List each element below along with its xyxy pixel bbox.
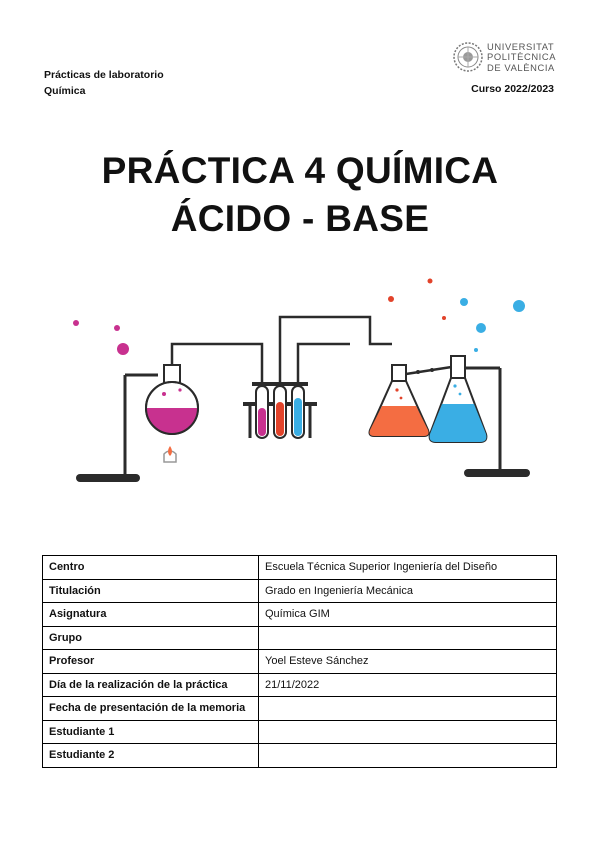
table-row <box>43 697 557 721</box>
row-label: Grupo <box>43 626 259 650</box>
row-value: Grado en Ingeniería Mecánica <box>259 579 557 603</box>
report-info-table <box>42 555 557 768</box>
header-line-1: Prácticas de laboratorio <box>44 69 164 81</box>
university-logo <box>452 41 556 75</box>
row-label: Titulación <box>43 579 259 603</box>
university-name <box>487 42 556 73</box>
table-row <box>43 556 557 580</box>
row-value: Química GIM <box>259 603 557 627</box>
title-line-2: ÁCIDO - BASE <box>170 198 430 239</box>
table-row <box>43 650 557 674</box>
row-label: Día de la realización de la práctica <box>43 673 259 697</box>
table-row <box>43 744 557 768</box>
row-label: Profesor <box>43 650 259 674</box>
row-label: Estudiante 2 <box>43 744 259 768</box>
row-label: Centro <box>43 556 259 580</box>
row-value <box>259 744 557 768</box>
header-subject <box>44 67 164 99</box>
row-value: 21/11/2022 <box>259 673 557 697</box>
row-value <box>259 697 557 721</box>
title-line-1: PRÁCTICA 4 QUÍMICA <box>101 150 499 191</box>
course-year: Curso 2022/2023 <box>471 83 554 95</box>
university-name-line-2: POLITÈCNICA <box>487 51 557 63</box>
university-name-line-3: DE VALÈNCIA <box>487 61 555 73</box>
row-value <box>259 720 557 744</box>
row-value: Yoel Esteve Sánchez <box>259 650 557 674</box>
header-line-2: Química <box>44 85 86 97</box>
chemistry-lab-equipment-icon <box>40 262 560 502</box>
table-row <box>43 579 557 603</box>
row-value: Escuela Técnica Superior Ingeniería del Diseño <box>259 556 557 580</box>
row-label: Estudiante 1 <box>43 720 259 744</box>
table-row <box>43 603 557 627</box>
page-title <box>0 147 600 243</box>
report-info-rows <box>43 556 557 768</box>
table-row <box>43 720 557 744</box>
university-name-line-1: UNIVERSITAT <box>487 41 555 52</box>
university-seal-icon <box>452 41 484 73</box>
row-value <box>259 626 557 650</box>
table-row <box>43 673 557 697</box>
row-label: Fecha de presentación de la memoria <box>43 697 259 721</box>
table-row <box>43 626 557 650</box>
row-label: Asignatura <box>43 603 259 627</box>
